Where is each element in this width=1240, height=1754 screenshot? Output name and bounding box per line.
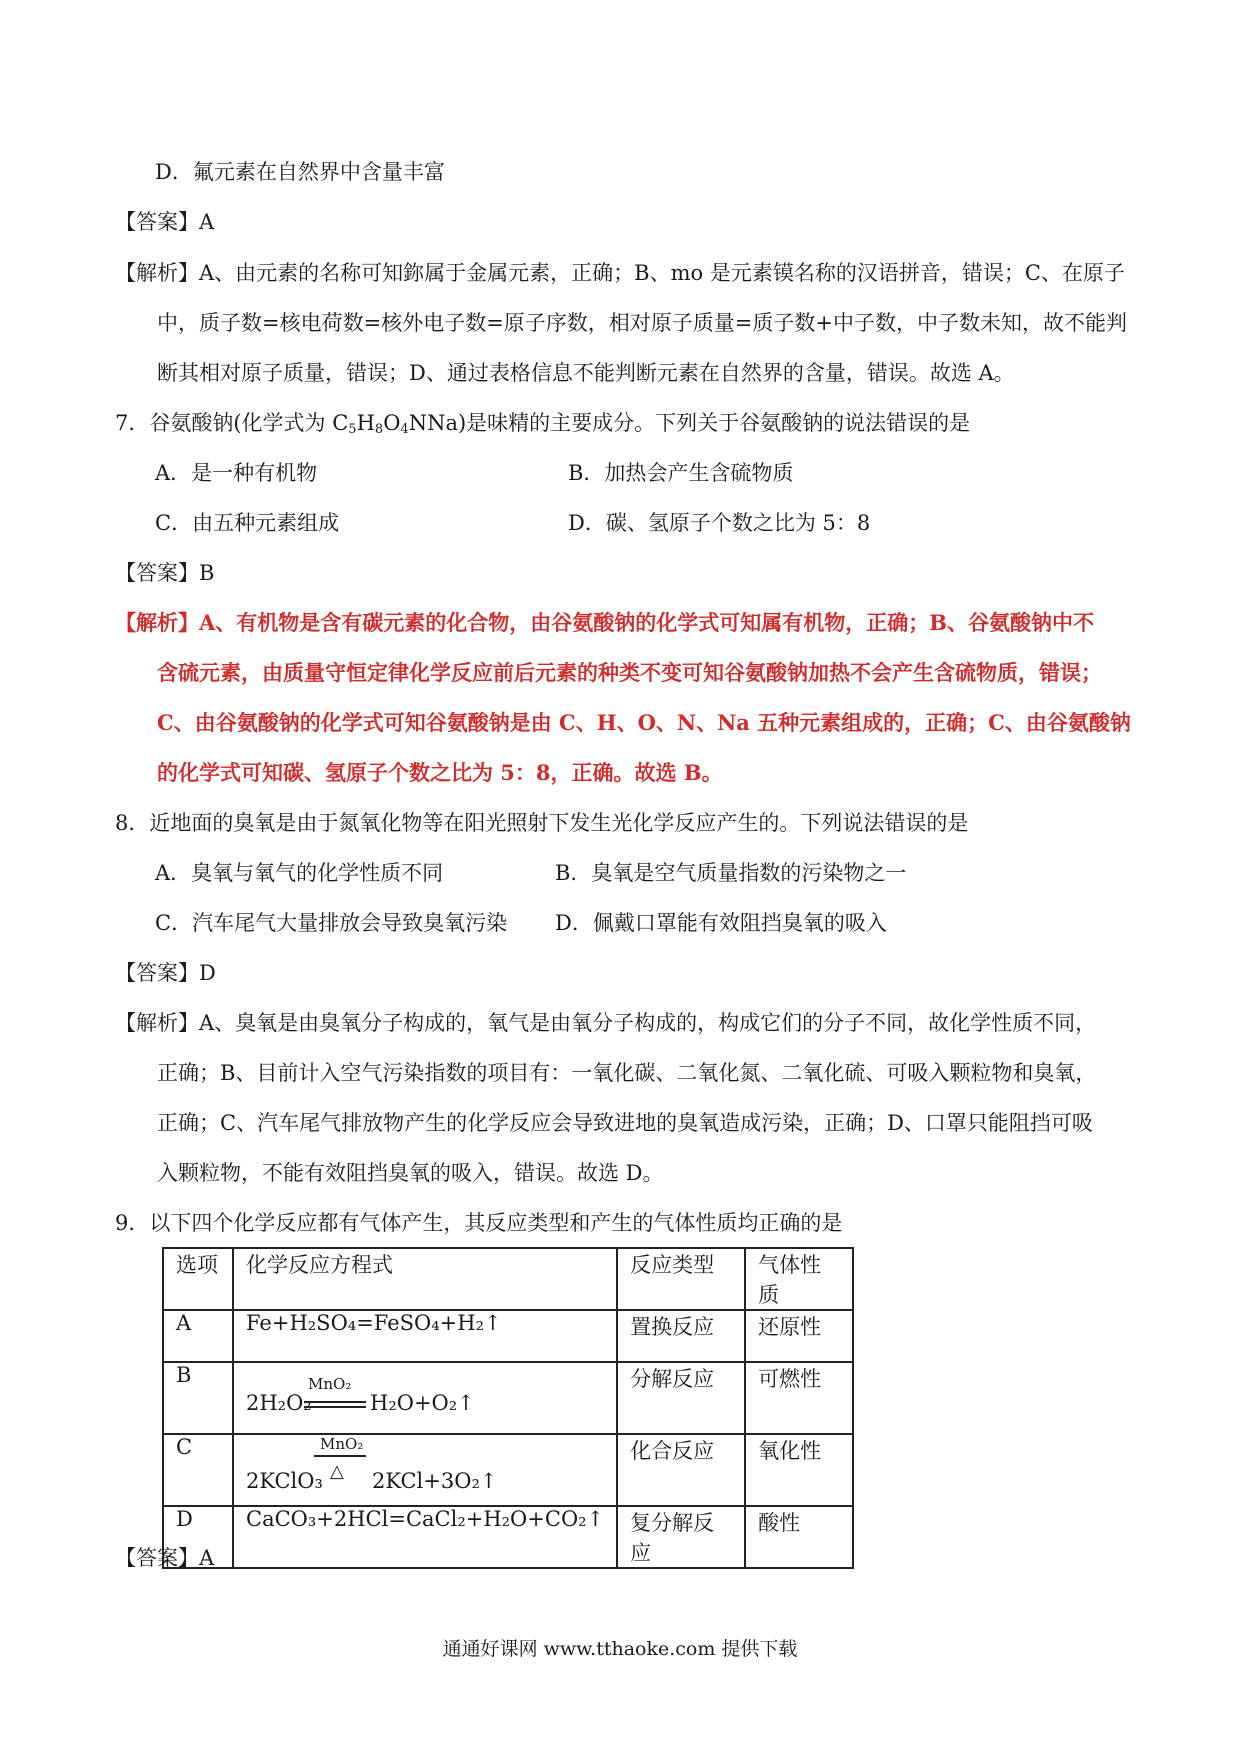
q7-option-b: B．加热会产生含硫物质 — [568, 461, 794, 485]
row-c-option: C — [163, 1434, 233, 1506]
q8-option-c: C．汽车尾气大量排放会导致臭氧污染 — [155, 911, 508, 935]
eq-b-catalyst: MnO₂ — [308, 1375, 352, 1393]
table-row — [163, 1434, 853, 1506]
q7-stem-after: NNa)是味精的主要成分。下列关于谷氨酸钠的说法错误的是 — [408, 411, 971, 435]
eq-c-arrow-line — [314, 1455, 366, 1457]
q8-analysis-line-1: 【解析】A、臭氧是由臭氧分子构成的，氧气是由氧分子构成的，构成它们的分子不同，故化学性质不同， — [115, 1011, 1097, 1035]
table-row — [163, 1310, 853, 1362]
q7-stem-h: H — [356, 411, 375, 435]
row-a-property: 还原性 — [745, 1310, 853, 1362]
eq-c-left: 2KClO₃ — [246, 1469, 323, 1493]
eq-b-equals-sign — [304, 1401, 366, 1408]
q7-sub-5: 5 — [348, 422, 357, 437]
q8-analysis-line-2: 正确；B、目前计入空气污染指数的项目有：一氧化碳、二氧化氮、二氧化硫、可吸入颗粒物和臭氧， — [157, 1061, 1097, 1085]
row-d-equation: CaCO₃+2HCl=CaCl₂+H₂O+CO₂↑ — [233, 1506, 617, 1568]
row-b-option: B — [163, 1362, 233, 1434]
reaction-table — [162, 1247, 854, 1569]
q7-option-c: C．由五种元素组成 — [155, 511, 340, 535]
row-c-type: 化合反应 — [617, 1434, 745, 1506]
header-reaction-type: 反应类型 — [617, 1248, 745, 1310]
q7-option-d: D．碳、氢原子个数之比为 5：8 — [568, 511, 871, 535]
q6-analysis-line-2: 中，质子数=核电荷数=核外电子数=原子序数，相对原子质量=质子数+中子数，中子数未知，故不能判 — [157, 311, 1127, 335]
q7-sub-4: 4 — [400, 422, 409, 437]
q8-answer: 【答案】D — [115, 961, 216, 985]
q6-analysis-line-3: 断其相对原子质量，错误；D、通过表格信息不能判断元素在自然界的含量，错误。故选 A。 — [157, 361, 1015, 385]
q8-option-a: A．臭氧与氧气的化学性质不同 — [155, 861, 444, 885]
reaction-table-header — [163, 1248, 853, 1310]
q6-option-d: D．氟元素在自然界中含量丰富 — [155, 160, 445, 184]
eq-b-right: H₂O+O₂↑ — [370, 1391, 475, 1415]
q9-stem: 9．以下四个化学反应都有气体产生，其反应类型和产生的气体性质均正确的是 — [115, 1211, 843, 1235]
row-a-equation: Fe+H₂SO₄=FeSO₄+H₂↑ — [233, 1310, 617, 1362]
row-b-type: 分解反应 — [617, 1362, 745, 1434]
header-option: 选项 — [163, 1248, 233, 1310]
header-equation: 化学反应方程式 — [233, 1248, 617, 1310]
row-d-property: 酸性 — [745, 1506, 853, 1568]
eq-c-right: 2KCl+3O₂↑ — [372, 1469, 498, 1493]
q7-analysis-line-2: 含硫元素，由质量守恒定律化学反应前后元素的种类不变可知谷氨酸钠加热不会产生含硫物质，错误； — [157, 660, 1102, 685]
q7-stem-before: 7．谷氨酸钠(化学式为 C — [115, 411, 349, 435]
row-b-equation — [233, 1362, 617, 1434]
q8-option-d: D．佩戴口罩能有效阻挡臭氧的吸入 — [555, 911, 887, 935]
row-b-property: 可燃性 — [745, 1362, 853, 1434]
row-c-property: 氧化性 — [745, 1434, 853, 1506]
row-c-equation — [233, 1434, 617, 1506]
q7-analysis-line-4: 的化学式可知碳、氢原子个数之比为 5：8，正确。故选 B。 — [157, 760, 723, 785]
eq-c-heat-sign: △ — [330, 1461, 344, 1482]
q8-analysis-line-4: 入颗粒物，不能有效阻挡臭氧的吸入，错误。故选 D。 — [157, 1161, 664, 1185]
q7-answer: 【答案】B — [115, 561, 215, 585]
q8-option-b: B．臭氧是空气质量指数的污染物之一 — [555, 861, 907, 885]
q8-stem: 8．近地面的臭氧是由于氮氧化物等在阳光照射下发生光化学反应产生的。下列说法错误的是 — [115, 811, 969, 835]
row-a-option: A — [163, 1310, 233, 1362]
eq-b-left: 2H₂O₂ — [246, 1391, 312, 1415]
q9-answer: 【答案】A — [115, 1546, 215, 1570]
q7-sub-8: 8 — [374, 422, 384, 437]
header-gas-property: 气体性质 — [745, 1248, 853, 1310]
eq-c-catalyst: MnO₂ — [320, 1435, 364, 1453]
table-row — [163, 1506, 853, 1568]
row-d-option: D — [163, 1506, 233, 1568]
page-footer: 通通好课网 www.tthaoke.com 提供下载 — [442, 1638, 798, 1660]
row-a-type: 置换反应 — [617, 1310, 745, 1362]
q7-stem-o: O — [383, 411, 401, 435]
table-row — [163, 1362, 853, 1434]
q7-option-a: A．是一种有机物 — [155, 461, 318, 485]
q6-answer: 【答案】A — [115, 210, 215, 234]
q7-stem — [115, 408, 970, 438]
q7-analysis-line-3: C、由谷氨酸钠的化学式可知谷氨酸钠是由 C、H、O、N、Na 五种元素组成的，正确；C、由谷氨酸钠 — [157, 710, 1131, 735]
q8-analysis-line-3: 正确；C、汽车尾气排放物产生的化学反应会导致进地的臭氧造成污染，正确；D、口罩只能阻挡可吸 — [157, 1111, 1093, 1135]
q6-analysis-line-1: 【解析】A、由元素的名称可知鉨属于金属元素，正确；B、mo 是元素镆名称的汉语拼音，错误；C、在原子 — [115, 261, 1125, 285]
q7-analysis-line-1: 【解析】A、有机物是含有碳元素的化合物，由谷氨酸钠的化学式可知属有机物，正确；B、谷氨酸钠中不 — [115, 610, 1095, 635]
row-d-type: 复分解反应 — [617, 1506, 745, 1568]
